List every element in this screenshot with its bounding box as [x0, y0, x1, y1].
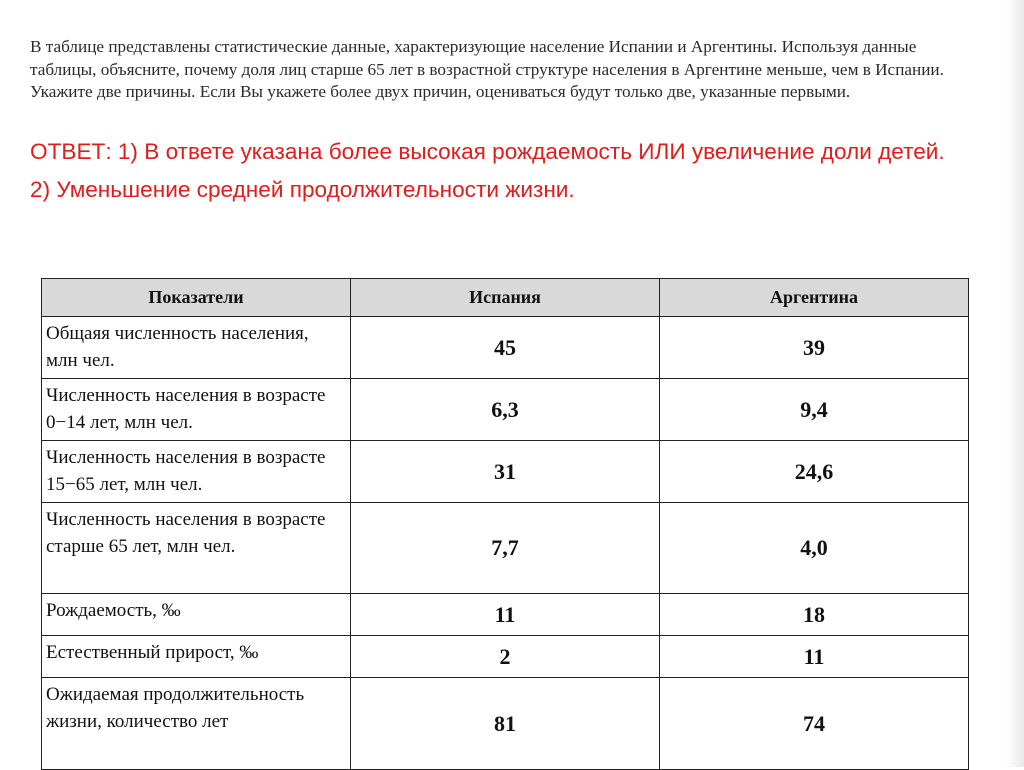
spain-value: 11: [351, 594, 660, 636]
argentina-value: 9,4: [660, 379, 969, 441]
row-label: Численность населения в возрасте 15−65 лет, млн чел.: [42, 441, 351, 503]
spain-value: 45: [351, 317, 660, 379]
spain-value: 31: [351, 441, 660, 503]
table-row: [42, 594, 969, 636]
argentina-value: 39: [660, 317, 969, 379]
argentina-value: 11: [660, 636, 969, 678]
statistics-table: [41, 278, 969, 770]
argentina-value: 24,6: [660, 441, 969, 503]
row-label: Общаяя численность населения, млн чел.: [42, 317, 351, 379]
spain-value: 7,7: [351, 503, 660, 594]
table-row: [42, 441, 969, 503]
spain-value: 81: [351, 678, 660, 770]
answer-block: [30, 137, 980, 205]
slide-edge-shadow: [1006, 0, 1024, 767]
header-argentina: Аргентина: [660, 279, 969, 317]
table-row: [42, 503, 969, 594]
row-label: Численность населения в возрасте 0−14 лет, млн чел.: [42, 379, 351, 441]
argentina-value: 18: [660, 594, 969, 636]
row-label: Ожидаемая продолжительность жизни, количество лет: [42, 678, 351, 770]
answer-line-2: 2) Уменьшение средней продолжительности жизни.: [30, 177, 575, 202]
spain-value: 6,3: [351, 379, 660, 441]
table-row: [42, 317, 969, 379]
table-header-row: [42, 279, 969, 317]
answer-line-1: ОТВЕТ: 1) В ответе указана более высокая рождаемость ИЛИ увеличение доли детей.: [30, 139, 945, 164]
row-label: Численность населения в возрасте старше 65 лет, млн чел.: [42, 503, 351, 594]
table-row: [42, 379, 969, 441]
argentina-value: 4,0: [660, 503, 969, 594]
question-text: В таблице представлены статистические данные, характеризующие население Испании и Аргентины. Используя данные таблицы, объясните, почему доля лиц старше 65 лет в возрастной структуре населения в Аргентине меньше, чем в Испании. Укажите две причины. Если Вы укажете более двух причин, оцениваться будут только две, указанные первыми.: [30, 37, 944, 101]
argentina-value: 74: [660, 678, 969, 770]
row-label: Естественный прирост, ‰: [42, 636, 351, 678]
table-row: [42, 678, 969, 770]
spain-value: 2: [351, 636, 660, 678]
table-row: [42, 636, 969, 678]
header-spain: Испания: [351, 279, 660, 317]
header-indicators: Показатели: [42, 279, 351, 317]
row-label: Рождаемость, ‰: [42, 594, 351, 636]
